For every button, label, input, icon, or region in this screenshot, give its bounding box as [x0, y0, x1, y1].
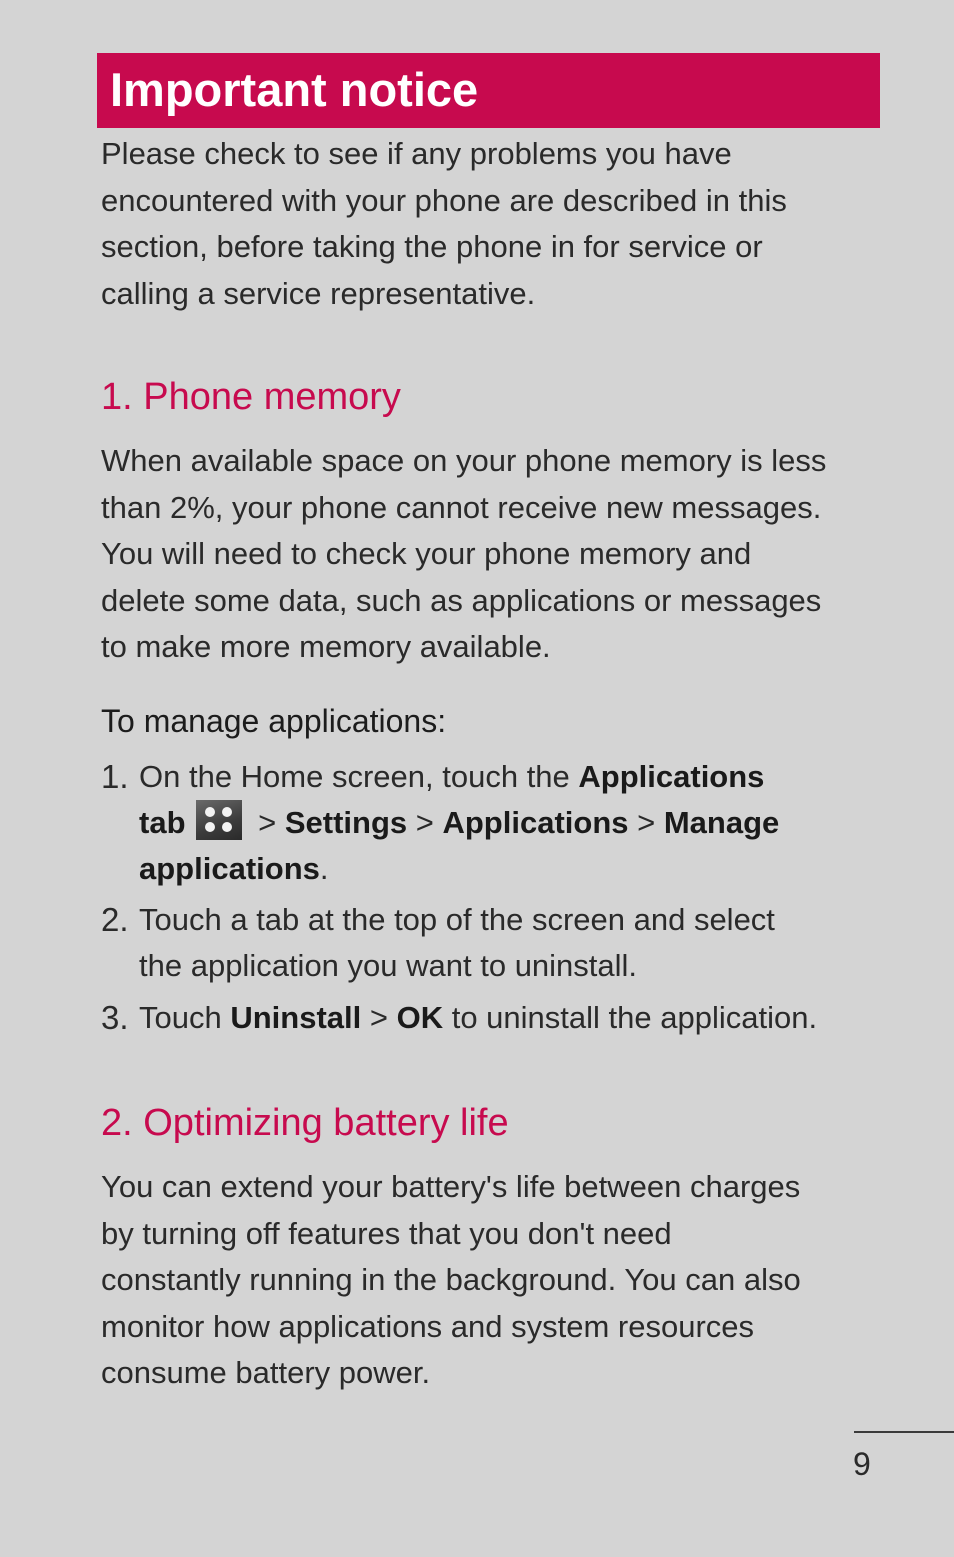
page-number: 9 [853, 1446, 871, 1482]
intro-line: encountered with your phone are described in this [101, 182, 787, 218]
paragraph-line: than 2%, your phone cannot receive new messages. [101, 489, 822, 525]
separator: > [628, 805, 664, 840]
step-text-part: to uninstall the application. [443, 1000, 818, 1035]
paragraph-line: to make more memory available. [101, 629, 551, 664]
step-bold-term: OK [396, 1000, 444, 1035]
step-2 [101, 897, 891, 992]
separator: > [361, 1000, 397, 1035]
step-text-part: Touch [139, 1000, 231, 1035]
step-bold-term: applications [139, 851, 320, 886]
paragraph-line: You will need to check your phone memory and [101, 536, 752, 571]
phone-memory-paragraph [101, 438, 891, 671]
step-bold-term: tab [139, 805, 186, 840]
separator: > [249, 805, 285, 840]
step-text [139, 754, 899, 892]
separator: > [407, 805, 443, 840]
step-bold-term: Manage [663, 805, 780, 840]
step-number: 1. [101, 758, 129, 795]
step-text-part: . [319, 851, 329, 886]
battery-life-paragraph [101, 1164, 891, 1397]
intro-line: section, before taking the phone in for service or [101, 229, 763, 264]
intro-line: Please check to see if any problems you have [101, 136, 732, 171]
step-line: the application you want to uninstall. [139, 948, 638, 983]
page-title: Important notice [110, 63, 479, 116]
intro-line: calling a service representative. [101, 275, 536, 311]
step-number: 2. [101, 901, 129, 938]
footer-divider [854, 1431, 954, 1433]
step-3 [101, 995, 891, 1043]
step-bold-term: Applications [442, 805, 629, 840]
paragraph-line: When available space on your phone memory is less [101, 443, 827, 478]
header-bar [97, 53, 880, 128]
step-1 [101, 754, 891, 894]
paragraph-line: by turning off features that you don't need [101, 1215, 672, 1251]
step-number: 3. [101, 999, 129, 1036]
step-bold-term: Uninstall [230, 1000, 362, 1035]
section-heading-battery-life: 2. Optimizing battery life [101, 1102, 509, 1144]
paragraph-line: You can extend your battery's life between charges [101, 1169, 801, 1204]
step-text [139, 995, 899, 1041]
section-heading-phone-memory: 1. Phone memory [101, 376, 401, 418]
paragraph-line: constantly running in the background. You can also [101, 1262, 801, 1297]
step-text [139, 897, 899, 989]
applications-grid-icon [196, 800, 242, 840]
step-bold-term: Applications [578, 759, 765, 794]
paragraph-line: consume battery power. [101, 1355, 431, 1390]
manage-applications-subheading: To manage applications: [101, 703, 447, 739]
paragraph-line: delete some data, such as applications or messages [101, 582, 822, 618]
step-text-part: On the Home screen, touch the [139, 759, 579, 794]
step-bold-term: Settings [284, 805, 408, 840]
intro-paragraph [101, 131, 891, 317]
paragraph-line: monitor how applications and system resources [101, 1308, 755, 1344]
step-line: Touch a tab at the top of the screen and select [139, 902, 775, 937]
